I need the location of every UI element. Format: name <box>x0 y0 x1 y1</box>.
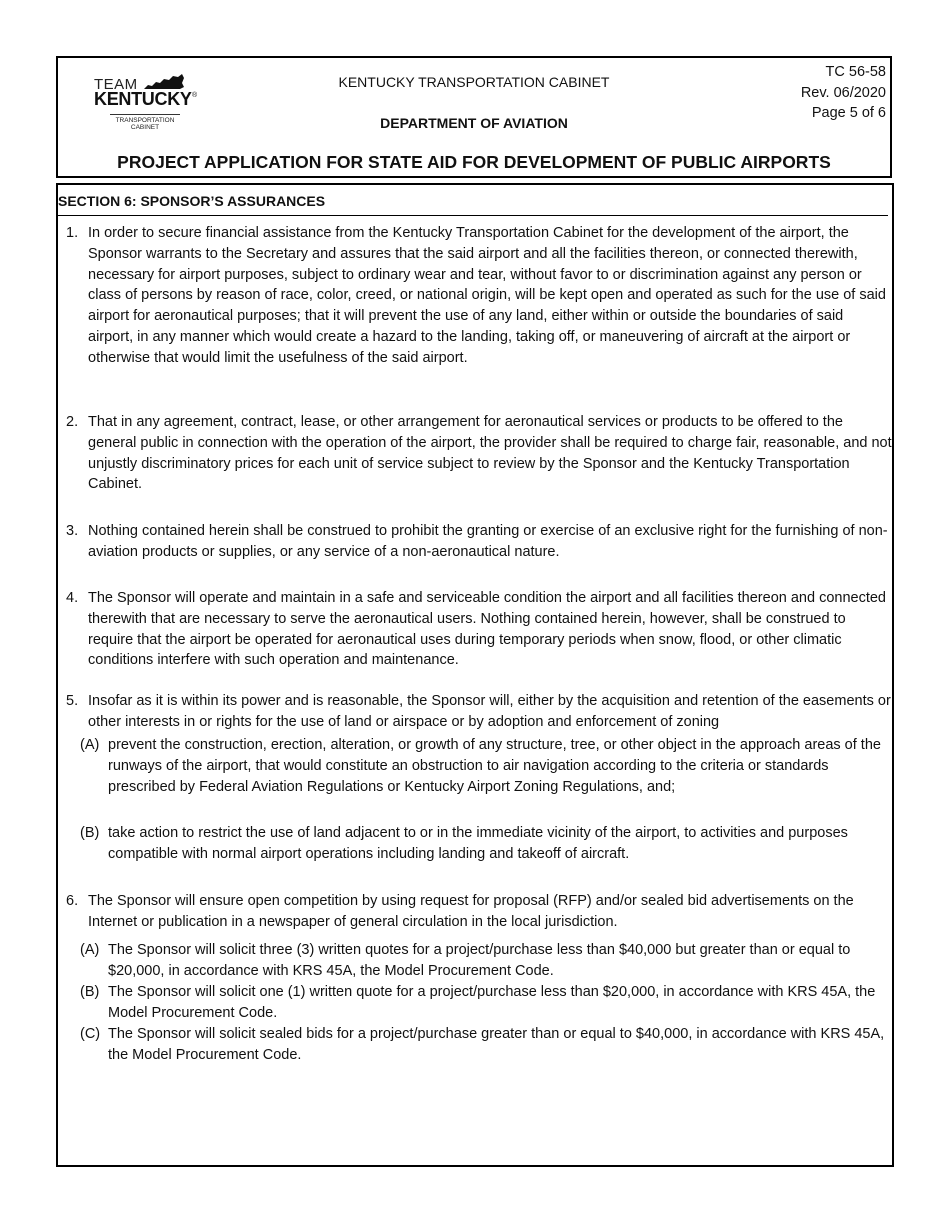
assurance-item-2 <box>66 412 892 495</box>
item-number: 2. <box>66 414 79 430</box>
item-number: 1. <box>66 225 79 241</box>
department-name: DEPARTMENT OF AVIATION <box>380 115 568 131</box>
sub-item-text: The Sponsor will solicit one (1) written quote for a project/purchase less than $20,000, in accordance with KRS 45A, the Model Procurement Code. <box>108 984 876 1021</box>
sub-item-letter: (A) <box>80 942 100 958</box>
sub-item-text: The Sponsor will solicit sealed bids for a project/purchase greater than or equal to $40,000, in accordance with KRS 45A, the Model Procurement Code. <box>108 1026 885 1063</box>
item-text: The Sponsor will ensure open competition by using request for proposal (RFP) and/or sealed bid advertisements on the Internet or publication in a newspaper of general circulation in the local jurisdiction. <box>88 893 854 930</box>
assurance-item-5 <box>66 691 892 733</box>
assurance-item-6-sub-a <box>80 940 886 982</box>
sub-item-letter: (B) <box>80 984 100 1000</box>
section-heading: SECTION 6: SPONSOR’S ASSURANCES <box>58 193 888 216</box>
assurance-item-3 <box>66 521 892 563</box>
sub-item-letter: (C) <box>80 1026 101 1042</box>
form-meta <box>801 62 886 124</box>
logo-subtitle: TRANSPORTATION CABINET <box>110 114 180 131</box>
item-number: 3. <box>66 523 79 539</box>
form-header <box>56 56 892 178</box>
form-number: TC 56-58 <box>825 64 886 80</box>
form-revision: Rev. 06/2020 <box>800 84 886 101</box>
sub-item-letter: (A) <box>80 737 100 753</box>
logo-kentucky-text: KENTUCKY <box>94 89 192 109</box>
assurance-item-5-sub-a <box>80 735 886 797</box>
section-body <box>56 183 894 1167</box>
assurance-item-1 <box>66 223 892 369</box>
item-text: In order to secure financial assistance from the Kentucky Transportation Cabinet for the development of the airport, the Sponsor warrants to the Secretary and assures that the said airport and all the facilities thereon, or connected therewith, necessary for airport purposes, subject to ordinary wear and tear, without favor to or discrimination against any person or class of persons by reason of race, color, creed, or national origin, will be kept open and operated as such for the use of said airport for aeronautical purposes; that it will prevent the use of any land, either within or outside the boundaries of said airport, in any manner which would create a hazard to the landing, taking off, or maneuvering of aircraft at the airport or otherwise that would limit the usefulness of the said airport. <box>88 225 886 366</box>
page-number: Page 5 of 6 <box>811 105 886 121</box>
assurance-item-6-sub-b <box>80 982 886 1024</box>
item-number: 4. <box>66 590 79 606</box>
item-text: That in any agreement, contract, lease, or other arrangement for aeronautical services or products to be offered to the general public in connection with the operation of the airport, the provider shall be required to charge fair, reasonable, and not unjustly discriminatory prices for each unit of service subject to review by the Sponsor and the Kentucky Transportation Cabinet. <box>88 414 892 493</box>
form-title: PROJECT APPLICATION FOR STATE AID FOR DEVELOPMENT OF PUBLIC AIRPORTS <box>117 152 831 172</box>
assurance-item-4 <box>66 588 892 671</box>
item-text: Nothing contained herein shall be construed to prohibit the granting or exercise of an exclusive right for the furnishing of non-aviation products or supplies, or any service of a non-aeronautical nature. <box>88 523 888 560</box>
assurance-item-5-sub-b <box>80 823 886 865</box>
item-number: 5. <box>66 693 79 709</box>
item-number: 6. <box>66 893 79 909</box>
sub-item-text: prevent the construction, erection, alteration, or growth of any structure, tree, or other object in the approach areas of the runways of the airport, that would constitute an obstruction to air navigation according to the criteria or standards prescribed by Federal Aviation Regulations or Kentucky Airport Zoning Regulations, and; <box>108 737 881 795</box>
sub-item-letter: (B) <box>80 825 100 841</box>
logo-registered-mark: ® <box>192 92 198 99</box>
assurance-item-6 <box>66 891 892 933</box>
item-text: The Sponsor will operate and maintain in a safe and serviceable condition the airport and all facilities thereon and connected therewith that are necessary to serve the aeronautical users. Nothing contained herein, however, shall be construed to require that the airport be operated for aeronautical uses during temporary periods when snow, flood, or other climatic conditions interfere with such operation and maintenance. <box>88 590 886 669</box>
item-text: Insofar as it is within its power and is reasonable, the Sponsor will, either by the acquisition and retention of the easements or other interests in or rights for the use of land or airspace or by adoption and enforcement of zoning <box>88 693 891 730</box>
logo-team-text: TEAM <box>94 76 138 93</box>
assurance-item-6-sub-c <box>80 1024 886 1066</box>
sub-item-text: The Sponsor will solicit three (3) written quotes for a project/purchase less than $40,000 but greater than or equal to $20,000, in accordance with KRS 45A, the Model Procurement Code. <box>108 942 851 979</box>
sub-item-text: take action to restrict the use of land adjacent to or in the immediate vicinity of the airport, to activities and purposes compatible with normal airport operations including landing and takeoff of aircraft. <box>108 825 848 862</box>
agency-name: KENTUCKY TRANSPORTATION CABINET <box>338 74 610 90</box>
